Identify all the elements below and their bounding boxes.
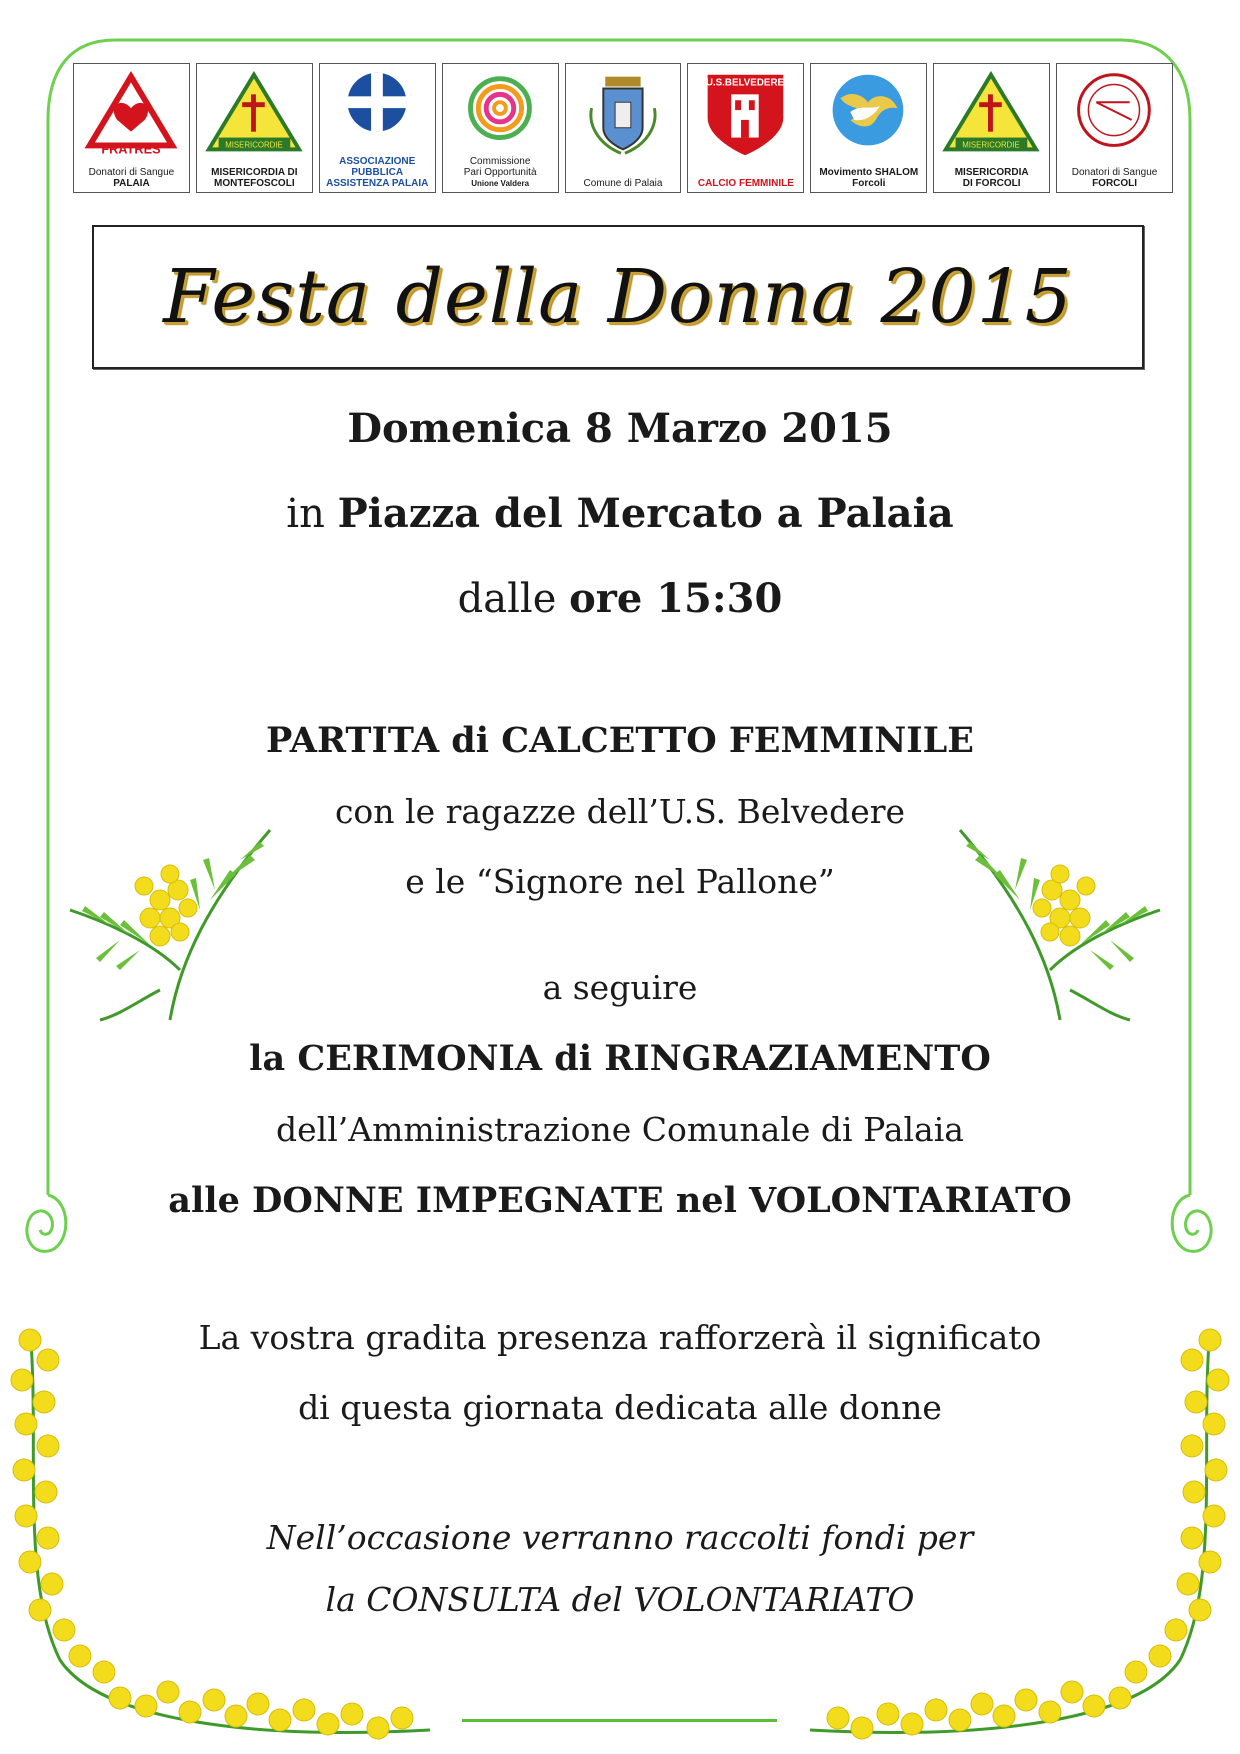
logo-movimento-shalom — [810, 63, 927, 193]
logo-caption: ASSISTENZA PALAIA — [326, 178, 429, 189]
program-follow: a seguire — [542, 968, 698, 1007]
logo-donatori-forcoli — [1056, 63, 1173, 193]
page-title: Festa della Donna 2015 — [163, 254, 1073, 340]
event-time-line — [0, 575, 1240, 622]
logo-caption: MISERICORDIA — [954, 167, 1029, 178]
logo-misericordie-word: MISERICORDIE — [962, 140, 1020, 150]
logo-caption: Donatori di Sangue — [88, 167, 175, 178]
spiral-circle-icon — [443, 68, 558, 160]
title-banner — [92, 225, 1144, 369]
logo-caption: Pari Opportunità — [463, 167, 537, 178]
logo-fratres-name: FRATRES — [101, 141, 161, 157]
logo-caption: Commissione — [469, 156, 531, 167]
program-match-line1: con le ragazze dell’U.S. Belvedere — [334, 792, 906, 831]
bottom-divider — [462, 1719, 777, 1722]
logo-belvedere-name: U.S.BELVEDERE — [706, 77, 785, 89]
heart-drop-icon — [74, 68, 189, 160]
closing-line2: di questa giornata dedicata alle donne — [298, 1388, 942, 1427]
mimosa-garland-right-icon — [780, 1320, 1240, 1754]
event-time: ore 15:30 — [569, 575, 783, 622]
event-time-prefix: dalle — [457, 576, 557, 622]
castle-crest-icon — [566, 68, 681, 160]
logo-caption: Forcoli — [852, 178, 886, 189]
event-place-prefix: in — [286, 491, 325, 537]
closing-line1: La vostra gradita presenza rafforzerà il significato — [198, 1318, 1042, 1357]
logo-caption: Donatori di Sangue — [1071, 167, 1158, 178]
sponsor-logos — [73, 63, 1173, 193]
logo-commissione-pari-opportunita — [442, 63, 559, 193]
logo-caption: Comune di Palaia — [583, 178, 663, 189]
cross-triangle-icon — [197, 68, 312, 160]
logo-misericordie-word: MISERICORDIE — [225, 140, 283, 150]
mimosa-sprig-right-icon — [950, 790, 1170, 1030]
logo-caption: Unione Valdera — [471, 179, 530, 188]
logo-comune-di-palaia — [565, 63, 682, 193]
cross-triangle-icon — [934, 68, 1049, 160]
logo-misericordia-montefoscoli — [196, 63, 313, 193]
logo-misericordia-forcoli — [933, 63, 1050, 193]
note-line1: Nell’occasione verranno raccolti fondi per — [266, 1518, 974, 1557]
logo-caption: MISERICORDIA DI — [211, 167, 298, 178]
program-match: PARTITA di CALCETTO FEMMINILE — [266, 720, 974, 761]
program-ceremony: la CERIMONIA di RINGRAZIAMENTO — [249, 1038, 991, 1079]
logo-caption: DI FORCOLI — [962, 178, 1021, 189]
logo-caption: PUBBLICA — [351, 167, 404, 178]
program-ceremony-by: dell’Amministrazione Comunale di Palaia — [276, 1110, 964, 1149]
logo-caption: PALAIA — [113, 178, 150, 189]
logo-caption: MONTEFOSCOLI — [214, 178, 295, 189]
logo-us-belvedere — [687, 63, 804, 193]
event-place: Piazza del Mercato a Palaia — [337, 490, 954, 537]
logo-caption: CALCIO FEMMINILE — [697, 178, 794, 189]
note-line2: la CONSULTA del VOLONTARIATO — [325, 1580, 915, 1619]
event-date: Domenica 8 Marzo 2015 — [347, 405, 893, 452]
event-place-line — [0, 490, 1240, 537]
mimosa-garland-left-icon — [0, 1320, 460, 1754]
tower-shield-icon — [688, 68, 803, 160]
blood-donor-seal-icon — [1057, 68, 1172, 160]
blue-cross-shield-icon — [320, 68, 435, 160]
logo-pubblica-assistenza — [319, 63, 436, 193]
mimosa-sprig-left-icon — [60, 790, 280, 1030]
logo-caption: Movimento SHALOM — [819, 167, 919, 178]
logo-caption: ASSOCIAZIONE — [339, 156, 416, 167]
program-ceremony-to: alle DONNE IMPEGNATE nel VOLONTARIATO — [168, 1180, 1072, 1221]
logo-caption: FORCOLI — [1092, 178, 1138, 189]
program-match-line2: e le “Signore nel Pallone” — [405, 862, 835, 901]
logo-fratres — [73, 63, 190, 193]
globe-dove-icon — [811, 68, 926, 160]
